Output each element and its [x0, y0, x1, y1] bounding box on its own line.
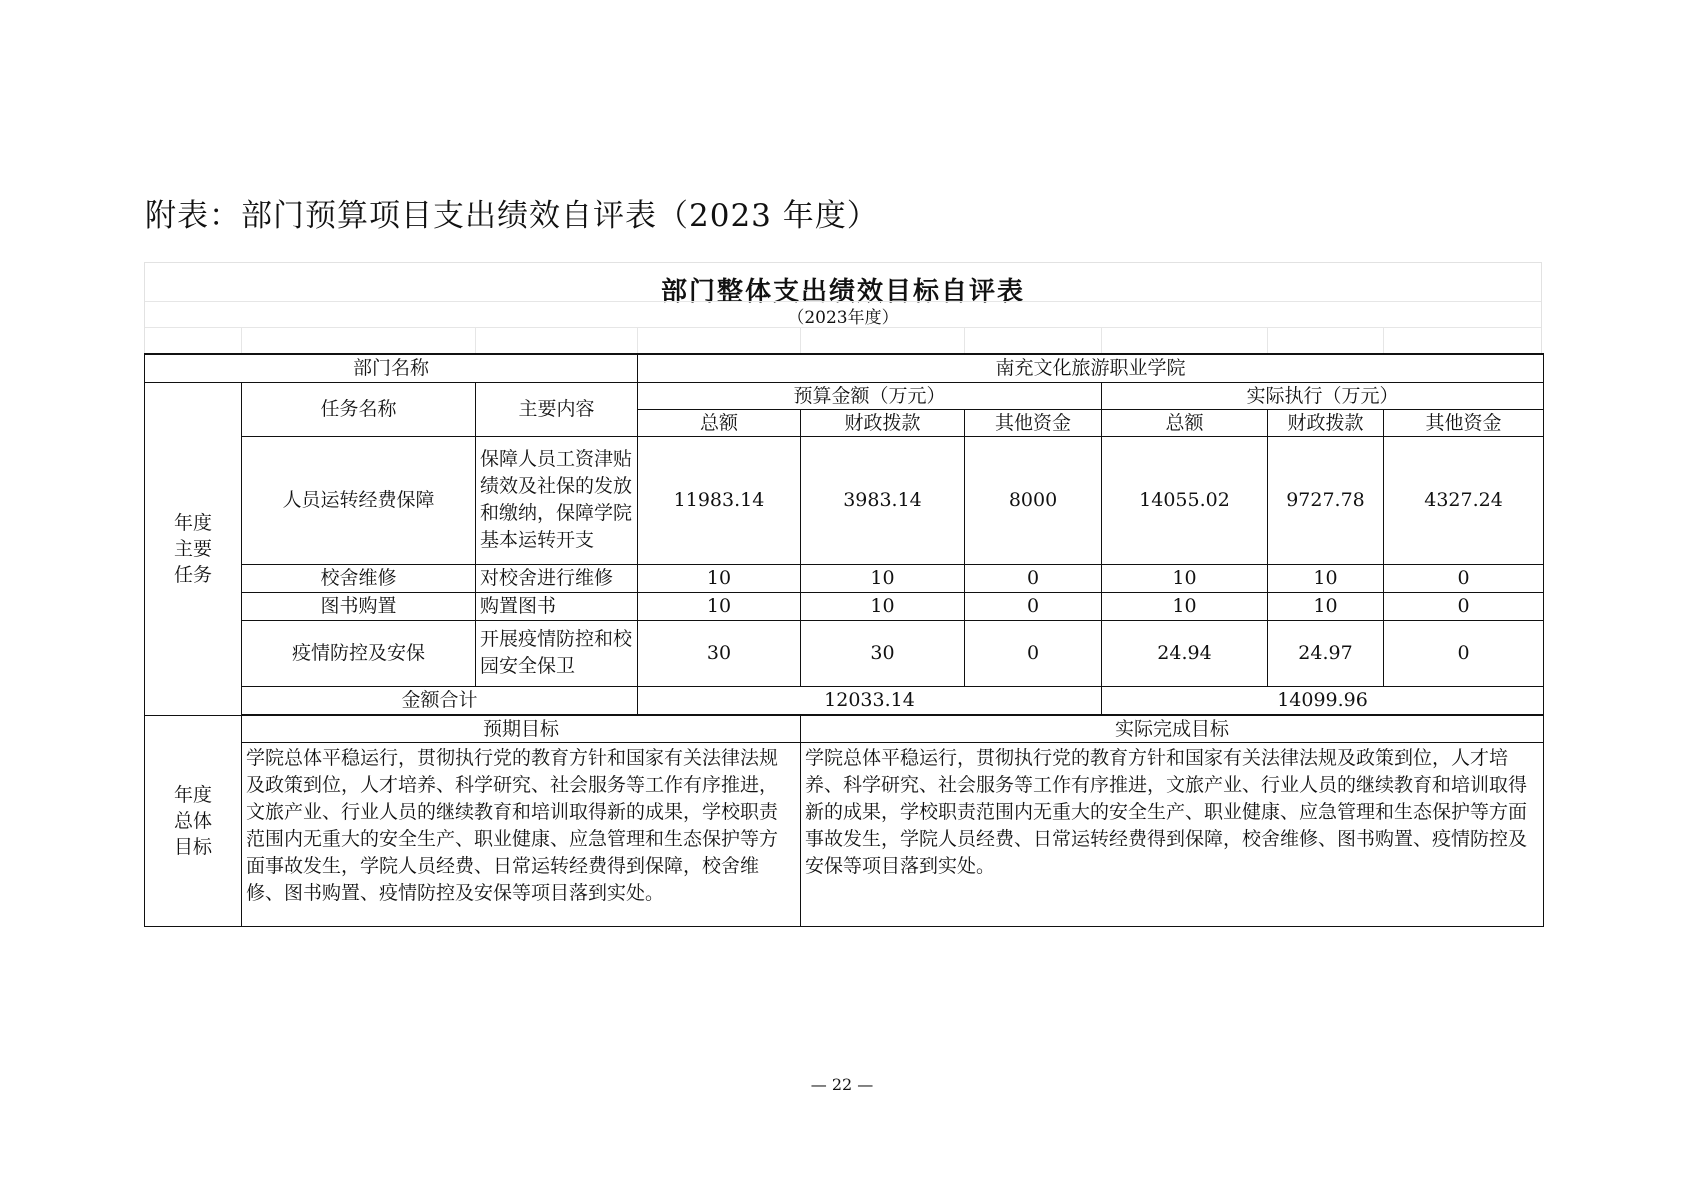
task-name-cell: 图书购置: [242, 592, 476, 620]
expected-goal-header: 预期目标: [242, 715, 801, 742]
sub-header: 总额: [1102, 409, 1268, 436]
actual-total-cell: 14055.02: [1102, 436, 1268, 564]
budget-fiscal-cell: 10: [801, 564, 965, 592]
content-cell: 保障人员工资津贴绩效及社保的发放和缴纳，保障学院基本运转开支: [476, 436, 638, 564]
budget-other-cell: 8000: [965, 436, 1102, 564]
budget-other-cell: 0: [965, 564, 1102, 592]
grid-line: [241, 327, 242, 354]
annual-goal-label: [145, 715, 242, 926]
annual-goal-label-text: 年度 总体 目标: [173, 783, 212, 858]
grid-line: [475, 327, 476, 354]
task-name-cell: 疫情防控及安保: [242, 620, 476, 686]
actual-fiscal-cell: 10: [1268, 564, 1384, 592]
performance-table: [144, 353, 1544, 927]
actual-header: 实际执行（万元）: [1102, 382, 1544, 409]
budget-other-cell: 0: [965, 620, 1102, 686]
budget-other-cell: 0: [965, 592, 1102, 620]
budget-fiscal-cell: 30: [801, 620, 965, 686]
budget-header: 预算金额（万元）: [638, 382, 1102, 409]
grid-line: [1383, 327, 1384, 354]
page-heading: 附表：部门预算项目支出绩效自评表（2023 年度）: [145, 198, 879, 234]
sub-header: 其他资金: [1384, 409, 1544, 436]
annual-tasks-label-text: 年度 主要 任务: [173, 511, 212, 586]
grid-line: [1101, 327, 1102, 354]
page-number: — 22 —: [810, 1075, 874, 1094]
sum-actual: 14099.96: [1102, 686, 1544, 714]
sum-row: [145, 686, 1544, 714]
actual-other-cell: 0: [1384, 564, 1544, 592]
table-row: [145, 592, 1544, 620]
budget-total-cell: 10: [638, 592, 801, 620]
budget-total-cell: 10: [638, 564, 801, 592]
task-name-header: 任务名称: [242, 382, 476, 436]
table-row: [145, 436, 1544, 564]
achieved-goal-header: 实际完成目标: [801, 715, 1544, 742]
grid-line: [800, 327, 801, 354]
grid-line: [1267, 327, 1268, 354]
form-year: （2023年度）: [787, 308, 899, 328]
content-cell: 对校舍进行维修: [476, 564, 638, 592]
form-title-block: [144, 262, 1542, 354]
actual-fiscal-cell: 10: [1268, 592, 1384, 620]
content-header: 主要内容: [476, 382, 638, 436]
content-cell: 购置图书: [476, 592, 638, 620]
achieved-goal-text: 学院总体平稳运行，贯彻执行党的教育方针和国家有关法律法规及政策到位，人才培养、科学研究、社会服务等工作有序推进，文旅产业、行业人员的继续教育和培训取得新的成果，学校职责范围内无重大的安全生产、职业健康、应急管理和生态保护等方面事故发生，学院人员经费、日常运转经费得到保障，校舍维修、图书购置、疫情防控及安保等项目落到实处。: [801, 742, 1544, 926]
actual-total-cell: 10: [1102, 564, 1268, 592]
content-cell: 开展疫情防控和校园安全保卫: [476, 620, 638, 686]
grid-line: [637, 327, 638, 354]
budget-fiscal-cell: 10: [801, 592, 965, 620]
actual-fiscal-cell: 9727.78: [1268, 436, 1384, 564]
budget-fiscal-cell: 3983.14: [801, 436, 965, 564]
form-title: 部门整体支出绩效目标自评表: [660, 277, 1025, 307]
sub-header: 财政拨款: [1268, 409, 1384, 436]
sub-header: 总额: [638, 409, 801, 436]
year-divider: [145, 327, 1541, 328]
actual-total-cell: 24.94: [1102, 620, 1268, 686]
actual-other-cell: 0: [1384, 592, 1544, 620]
dept-name-label: 部门名称: [145, 354, 638, 382]
annual-tasks-label: [145, 382, 242, 715]
actual-other-cell: 0: [1384, 620, 1544, 686]
actual-total-cell: 10: [1102, 592, 1268, 620]
sum-label: 金额合计: [242, 686, 638, 714]
sub-header: 其他资金: [965, 409, 1102, 436]
dept-name-value: 南充文化旅游职业学院: [638, 354, 1544, 382]
actual-other-cell: 4327.24: [1384, 436, 1544, 564]
sub-header: 财政拨款: [801, 409, 965, 436]
actual-fiscal-cell: 24.97: [1268, 620, 1384, 686]
title-divider: [145, 301, 1541, 302]
grid-line: [964, 327, 965, 354]
table-row: [145, 564, 1544, 592]
budget-total-cell: 30: [638, 620, 801, 686]
task-name-cell: 人员运转经费保障: [242, 436, 476, 564]
budget-total-cell: 11983.14: [638, 436, 801, 564]
task-name-cell: 校舍维修: [242, 564, 476, 592]
expected-goal-text: 学院总体平稳运行，贯彻执行党的教育方针和国家有关法律法规及政策到位，人才培养、科学研究、社会服务等工作有序推进，文旅产业、行业人员的继续教育和培训取得新的成果，学校职责范围内无重大的安全生产、职业健康、应急管理和生态保护等方面事故发生，学院人员经费、日常运转经费得到保障，校舍维修、图书购置、疫情防控及安保等项目落到实处。: [242, 742, 801, 926]
table-row: [145, 620, 1544, 686]
sum-budget: 12033.14: [638, 686, 1102, 714]
